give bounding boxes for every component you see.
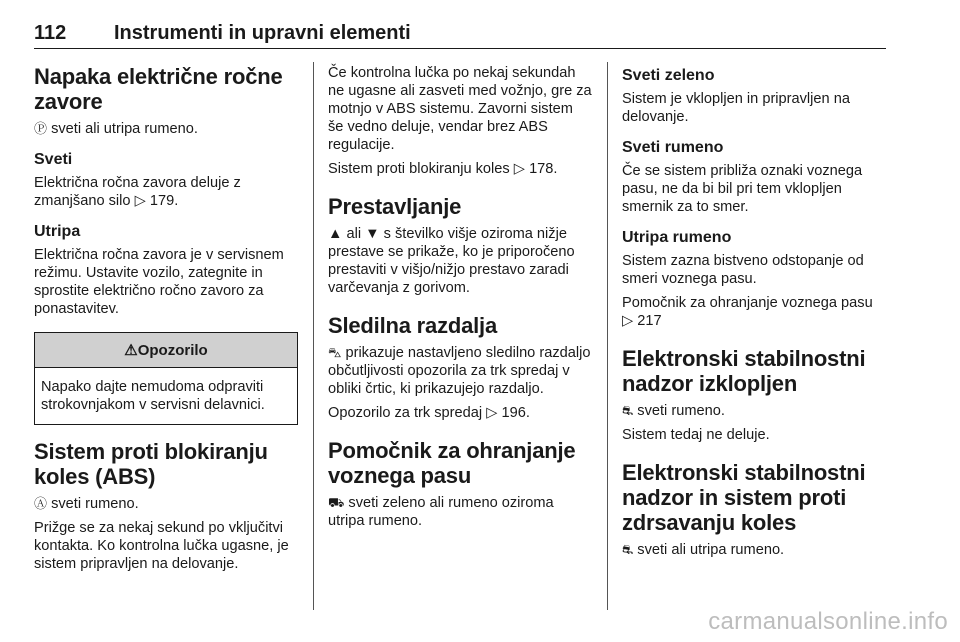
page-header — [34, 18, 886, 49]
paragraph — [34, 120, 298, 138]
page-reference[interactable]: 217 — [637, 313, 662, 329]
page-reference-arrow-icon: ▷ — [622, 313, 634, 329]
esc-icon: ⛐ — [622, 542, 634, 557]
page-reference[interactable]: 178. — [529, 161, 558, 177]
paragraph-text: Opozorilo za trk spredaj — [328, 405, 483, 421]
paragraph — [34, 174, 298, 210]
paragraph: Prižge se za nekaj sekund po vključitvi kontakta. Ko kontrolna lučka ugasne, je sistem pripravljen na delovanje. — [34, 520, 289, 572]
paragraph-text: sveti ali utripa rumeno. — [51, 121, 198, 137]
paragraph: Če se sistem približa oznaki voznega pasu, ne da bi bil pri tem vklopljen smernik za to smer. — [622, 163, 863, 215]
parking-brake-icon: Ⓟ — [34, 121, 48, 136]
heading-esc: Elektronski stabilnostni nadzor in sistem proti zdrsavanju koles — [622, 460, 866, 535]
paragraph-text: sveti ali utripa rumeno. — [637, 542, 785, 558]
paragraph-text: sveti zeleno ali rumeno oziroma utripa rumeno. — [328, 495, 554, 529]
warning-box-header — [35, 333, 297, 368]
column-divider — [313, 62, 314, 610]
paragraph: Sistem je vklopljen in pripravljen na delovanje. — [622, 91, 850, 125]
heading-pomocnik: Pomočnik za ohranjanje voznega pasu — [328, 438, 576, 488]
warning-text: Napako dajte nemudoma odpraviti strokovnjakom v servisni delavnici. — [41, 379, 265, 413]
heading-prestavljanje: Prestavljanje — [328, 194, 462, 219]
heading-utripa-rumeno: Utripa rumeno — [622, 229, 732, 246]
paragraph-text: Sistem proti blokiranju koles — [328, 161, 510, 177]
paragraph — [622, 541, 886, 559]
page-reference-arrow-icon: ▷ — [513, 161, 525, 177]
paragraph — [328, 344, 592, 398]
paragraph — [328, 160, 592, 178]
heading-sveti-rumeno: Sveti rumeno — [622, 139, 724, 156]
esc-off-icon: ⛐ — [622, 403, 634, 418]
heading-sveti-zeleno: Sveti zeleno — [622, 67, 715, 84]
heading-parking-brake: Napaka električne ročne zavore — [34, 64, 283, 114]
heading-sveti: Sveti — [34, 151, 73, 168]
page-section-title: Instrumenti in upravni elementi — [114, 22, 411, 44]
heading-abs: Sistem proti blokiranju koles (ABS) — [34, 439, 268, 489]
paragraph-text: sveti rumeno. — [637, 403, 725, 419]
page-reference-arrow-icon: ▷ — [486, 405, 498, 421]
paragraph: Sistem tedaj ne deluje. — [622, 427, 770, 443]
page-reference-arrow-icon: ▷ — [134, 193, 146, 209]
paragraph — [328, 494, 592, 530]
paragraph — [328, 404, 592, 422]
paragraph: Električna ročna zavora je v servisnem režimu. Ustavite vozilo, zategnite in sprostite električno ročno zavoro za ponastavitev. — [34, 247, 284, 317]
paragraph-text: prikazuje nastavljeno sledilno razdaljo občutljivosti opozorila za trk spredaj v obliki črtic, ki prikazujejo razdaljo. — [328, 345, 591, 397]
column-1 — [34, 64, 298, 579]
page-reference[interactable]: 179. — [149, 193, 179, 209]
column-3 — [622, 64, 886, 565]
lane-keep-icon: ⛟ — [328, 495, 345, 510]
page-reference[interactable]: 196. — [501, 405, 530, 421]
watermark: carmanualsonline.info — [708, 608, 948, 635]
abs-icon: Ⓐ — [34, 496, 48, 511]
heading-esc-off: Elektronski stabilnostni nadzor izklopljen — [622, 346, 866, 396]
paragraph-text: sveti rumeno. — [51, 496, 139, 512]
paragraph: Sistem zazna bistveno odstopanje od smeri voznega pasu. — [622, 253, 864, 287]
paragraph — [622, 402, 886, 420]
paragraph: Če kontrolna lučka po nekaj sekundah ne ugasne ali zasveti med vožnjo, gre za motnjo v ABS sistemu. Zavorni sistem še vedno deluje, vendar brez ABS regulacije. — [328, 65, 592, 153]
paragraph — [34, 495, 298, 513]
following-distance-icon: ⛍ — [328, 345, 342, 360]
column-2 — [328, 64, 592, 536]
paragraph-text: Pomočnik za ohranjanje voznega pasu — [622, 295, 873, 311]
paragraph-text: Električna ročna zavora deluje z zmanjšano silo — [34, 175, 241, 209]
heading-utripa: Utripa — [34, 223, 81, 240]
warning-title: Opozorilo — [137, 341, 208, 359]
column-divider — [607, 62, 608, 610]
paragraph — [622, 294, 886, 330]
page-number: 112 — [34, 22, 67, 44]
warning-box — [34, 332, 298, 425]
warning-triangle-icon: ⚠ — [124, 342, 138, 359]
paragraph: ▲ ali ▼ s številko višje oziroma nižje prestave se prikaže, ko je priporočeno prestaviti v višjo/nižjo prestavo zaradi varčevanja z gorivom. — [328, 226, 575, 296]
heading-sledilna-razdalja: Sledilna razdalja — [328, 313, 498, 338]
